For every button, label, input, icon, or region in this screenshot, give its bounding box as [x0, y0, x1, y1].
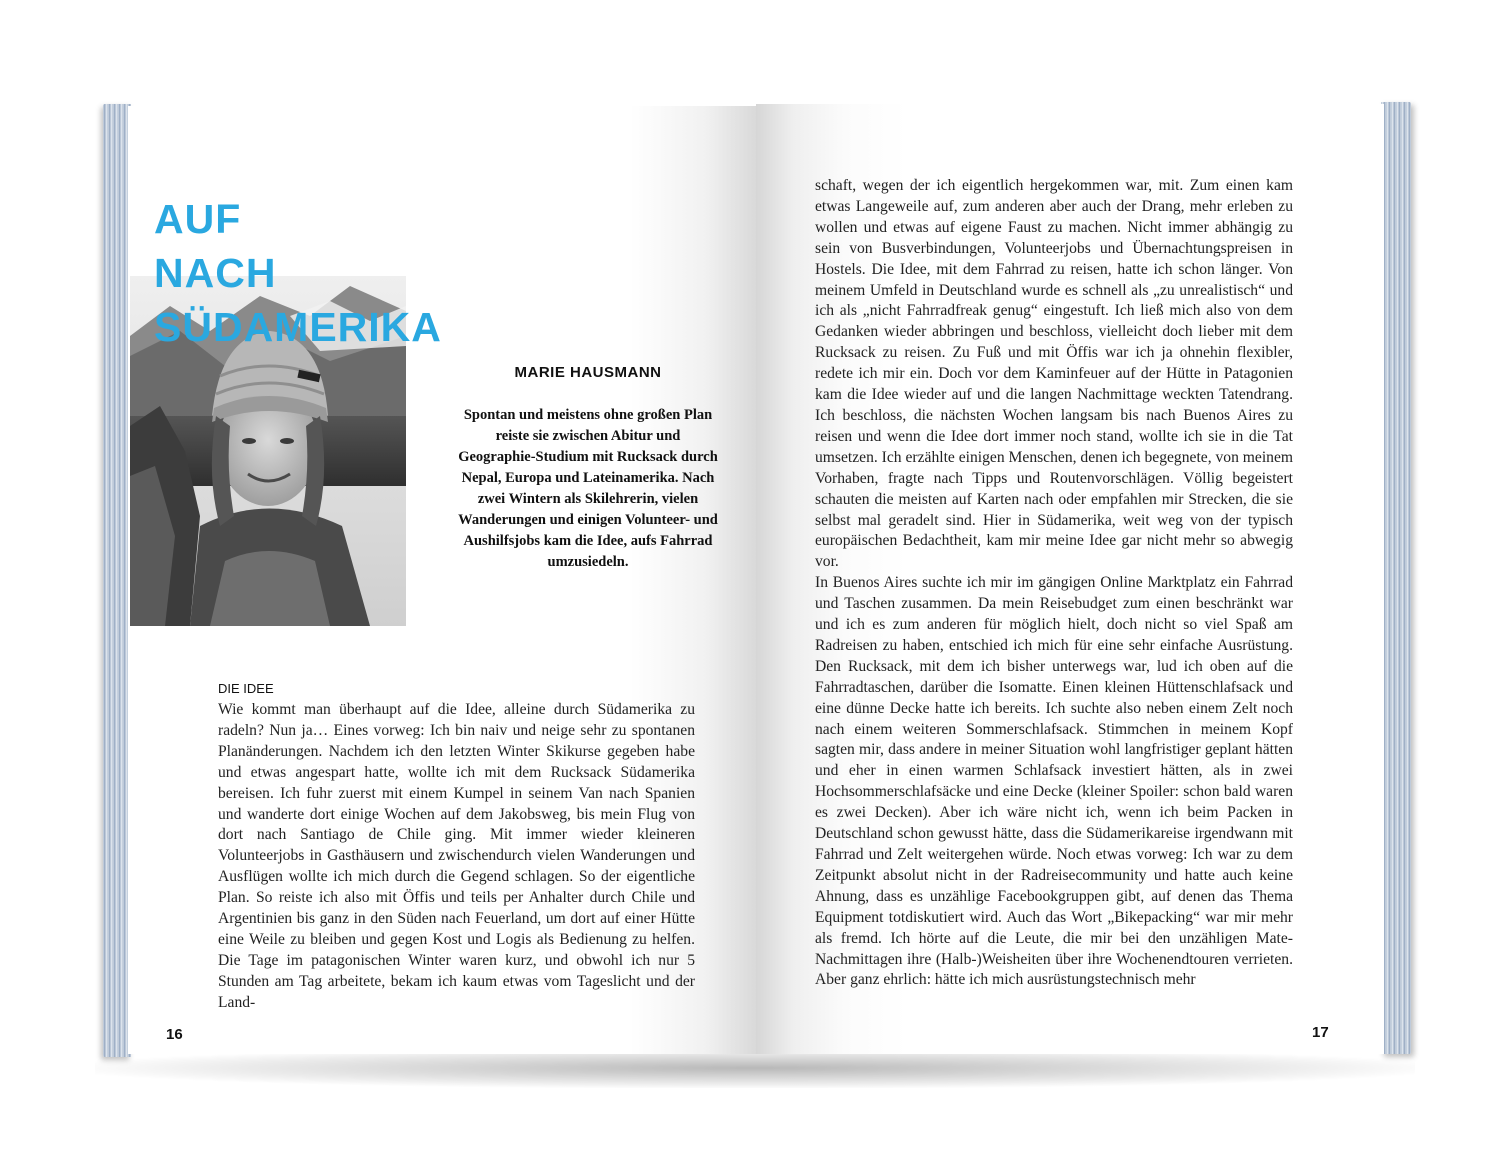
body-text-left: Wie kommt man überhaupt auf die Idee, alleine durch Südamerika zu radeln? Nun ja… Eines vorweg: Ich bin naiv und neige sehr zu spontanen Planänderungen. Nachdem ich den letzten Winter Skikurse gegeben habe und etwas angespart hatte, wollte ich mit dem Rucksack Südamerika bereisen. Ich fuhr zuerst mit einem Kumpel in seinem Van nach Spanien und wanderte dort einige Wochen auf dem Jakobsweg, bis mein Flug von dort nach Santiago de Chile ging. Mit immer wieder kleineren Volunteerjobs in Gasthäusern und zwischendurch vielen Wanderungen und Ausflügen wollte ich mich durch die Gegend schlagen. So der eigentliche Plan. So reiste ich also mit Öffis und teils per Anhalter durch Chile und Argentinien bis ganz in den Süden nach Feuerland, um dort auf einer Hütte eine Weile zu bleiben und gegen Kost und Logis als Bedienung zu helfen. Die Tage im patagonischen Winter waren kurz, und obwohl ich nur 5 Stunden am Tag arbeitete, bekam ich kaum etwas vom Tageslicht und der Land-: [218, 701, 695, 1011]
left-page: [128, 106, 756, 1054]
author-name: MARIE HAUSMANN: [514, 364, 662, 381]
article-title: [154, 192, 442, 354]
title-line-2: NACH: [154, 250, 277, 296]
paragraph-1: schaft, wegen der ich eigentlich hergekommen war, mit. Zum einen kam etwas Langeweile auf, zum anderen aber auch der Drang, mehr erleben zu wollen und etwas auf eigene Faust zu machen. Nicht immer abhängig zu sein von Busverbindungen, Volunteerjobs und Übernachtungspreisen in Hostels. Die Idee, mit dem Fahrrad zu reisen, hatte ich schon länger. Von meinem Umfeld in Deutschland wurde es schnell als „zu unrealistisch“ und ich als „nicht Fahrradfreak genug“ eingestuft. Ich ließ mich also von dem Gedanken wieder abbringen und beschloss, vielleicht doch lieber mit dem Rucksack zu reisen. Zu Fuß und mit Öffis war ich ja ohnehin flexibler, redete ich mir ein. Doch vor dem Kaminfeuer auf der Hütte in Patagonien kam die Idee wieder auf und die langen Nachmittage weckten Tatendrang. Ich beschloss, die nächsten Wochen langsam bis nach Buenos Aires zu reisen und wenn die Idee dort immer noch stand, wollte ich sie in die Tat umsetzen. Ich erzählte einigen Menschen, denen ich begegnete, von meinem Vorhaben, fragte nach Tipps und Routenvorschlägen. Völlig begeistert schauten die meisten auf Karten nach oder empfahlen mir Strecken, die sie selbst mal geradelt sind. Hier in Südamerika, weit weg von der typisch europäischen Bedachtheit, kam mir meine Idee gar nicht mehr so abwegig vor.: [815, 177, 1294, 571]
page-number-left: 16: [166, 1026, 183, 1043]
body-text-right: [815, 176, 1293, 991]
author-bio: Spontan und meistens ohne großen Plan reiste sie zwischen Abitur und Geographie-Studium mit Rucksack durch Nepal, Europa und Lateinamerika. Nach zwei Wintern als Skilehrerin, vielen Wanderungen und einigen Volunteer- und Aushilfsjobs kam die Idee, aufs Fahrrad umzusiedeln.: [458, 407, 718, 570]
right-page: [756, 104, 1384, 1054]
spread-shadow: [95, 1048, 1415, 1088]
title-line-1: AUF: [154, 196, 242, 242]
paragraph-2: In Buenos Aires suchte ich mir im gängigen Online Marktplatz ein Fahrrad und Taschen zusammen. Da mein Reisebudget zum einen beschränkt war und ich es zum anderen für möglich hielt, doch nicht so viel Spaß am Radreisen zu haben, entschied ich mich für eine sehr einfache Ausrüstung. Den Rucksack, mit dem ich bisher unterwegs war, lud ich oben auf die Fahrradtaschen, darüber die Isomatte. Einen kleinen Hüttenschlafsack und eine dünne Decke hatte ich bereits. Ich suchte also neben einem Zelt noch nach einem weiteren Sommerschlafsack. Stimmchen in meinem Kopf sagten mir, dass andere in meiner Situation wohl langfristiger geplant hätten und eher in einen warmen Schlafsack investiert hätten, als in zwei Hochsommerschlafsäcke und eine Decke (kleiner Spoiler: schon bald waren es zwei Decken). Aber ich wäre nicht ich, wenn ich beim Packen in Deutschland schon gewusst hätte, dass die Südamerikareise irgendwann mit Fahrrad und Zelt weitergehen würde. Noch etwas vorweg: Ich war zu dem Zeitpunkt absolut nicht in der Radreisecommunity und hatte auch keine Ahnung, dass es unzählige Facebookgruppen gibt, auf denen das Thema Equipment totdiskutiert wird. Auch das Wort „Bikepacking“ war mir mehr als fremd. Ich hörte auf die Leute, die mir bei den unzähligen Mate-Nachmittagen ihre (Halb-)Weisheiten über ihre Wochenendtouren verrieten. Aber ganz ehrlich: hätte ich mich ausrüstungstechnisch mehr: [815, 574, 1293, 989]
title-line-3: SÜDAMERIKA: [154, 304, 442, 350]
left-page-edges: [103, 104, 131, 1057]
right-page-edges: [1381, 102, 1411, 1054]
page-number-right: 17: [1312, 1024, 1329, 1041]
section-heading: DIE IDEE: [218, 681, 274, 696]
